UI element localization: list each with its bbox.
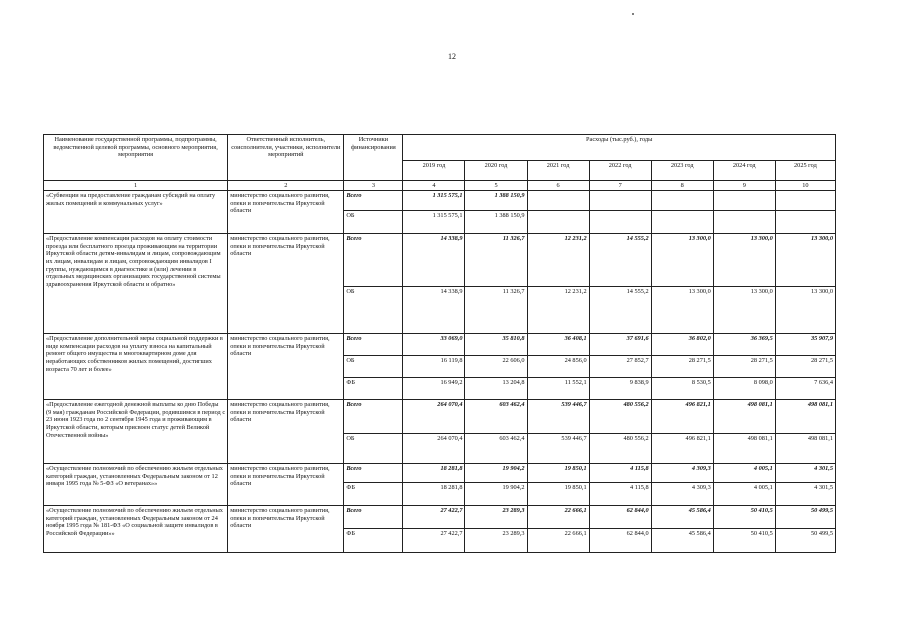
program-executor: министерство социального развития, опеки и попечительства Иркутской области	[228, 191, 344, 234]
expenditure-value: 480 556,2	[589, 434, 651, 464]
funding-source-label: ОБ	[344, 434, 403, 464]
expenditure-value: 4 115,8	[589, 464, 651, 483]
header-year: 2019 год	[403, 161, 465, 181]
header-funding-source: Источники финансирования	[344, 135, 403, 181]
expenditure-value	[589, 211, 651, 234]
expenditure-value: 14 555,2	[589, 287, 651, 334]
expenditure-value	[713, 211, 775, 234]
expenditure-value: 13 300,0	[651, 287, 713, 334]
program-executor: министерство социального развития, опеки и попечительства Иркутской области	[228, 400, 344, 464]
expenditure-value: 4 309,3	[651, 483, 713, 506]
expenditure-value: 498 081,1	[713, 434, 775, 464]
header-program-name: Наименование государственной программы, подпрограммы, ведомственной целевой программы, основного мероприятия, мероприятия	[44, 135, 228, 181]
expenditure-value	[651, 191, 713, 211]
expenditure-value: 27 422,7	[403, 506, 465, 529]
expenditure-value: 16 119,8	[403, 356, 465, 378]
column-number: 6	[527, 181, 589, 191]
expenditure-value: 603 462,4	[465, 400, 527, 434]
expenditure-value: 496 821,1	[651, 434, 713, 464]
funding-source-label: Всего	[344, 464, 403, 483]
header-year: 2020 год	[465, 161, 527, 181]
funding-source-label: Всего	[344, 506, 403, 529]
expenditure-value: 28 271,5	[651, 356, 713, 378]
expenditure-value: 1 388 150,9	[465, 191, 527, 211]
expenditure-value: 13 300,0	[651, 234, 713, 287]
expenditure-value: 1 315 575,1	[403, 191, 465, 211]
expenditure-value: 11 326,7	[465, 287, 527, 334]
expenditure-value: 35 810,8	[465, 334, 527, 356]
expenditure-value: 19 904,2	[465, 483, 527, 506]
expenditure-value: 13 300,0	[713, 287, 775, 334]
funding-source-label: ОБ	[344, 287, 403, 334]
funding-source-label: ОБ	[344, 211, 403, 234]
funding-source-label: ФБ	[344, 529, 403, 553]
expenditure-value: 8 098,0	[713, 378, 775, 400]
funding-source-label: Всего	[344, 400, 403, 434]
expenditure-value	[775, 191, 835, 211]
expenditure-value: 13 204,8	[465, 378, 527, 400]
expenditure-value: 4 309,3	[651, 464, 713, 483]
program-executor: министерство социального развития, опеки и попечительства Иркутской области	[228, 234, 344, 334]
program-executor: министерство социального развития, опеки и попечительства Иркутской области	[228, 334, 344, 400]
expenditure-value: 27 422,7	[403, 529, 465, 553]
scan-speck	[632, 13, 634, 15]
column-number: 3	[344, 181, 403, 191]
header-expenditures: Расходы (тыс.руб.), годы	[403, 135, 836, 161]
expenditure-value: 480 556,2	[589, 400, 651, 434]
program-name: «Предоставление дополнительной меры социальной поддержки в виде компенсации расходов на уплату взноса на капитальный ремонт общего имущества в многоквартирном доме для неработающих собственников жилых помещений, достигших возраста 70 лет и более»	[44, 334, 228, 400]
expenditure-value: 11 326,7	[465, 234, 527, 287]
funding-source-label: ФБ	[344, 483, 403, 506]
expenditure-value: 24 856,0	[527, 356, 589, 378]
expenditure-value: 539 446,7	[527, 434, 589, 464]
expenditure-value: 603 462,4	[465, 434, 527, 464]
expenditure-value: 12 231,2	[527, 234, 589, 287]
expenditure-value: 4 301,5	[775, 464, 835, 483]
expenditure-value: 12 231,2	[527, 287, 589, 334]
expenditure-value: 18 281,8	[403, 464, 465, 483]
expenditure-value: 13 300,0	[775, 287, 835, 334]
column-number: 7	[589, 181, 651, 191]
header-year: 2024 год	[713, 161, 775, 181]
expenditure-value: 498 081,1	[775, 400, 835, 434]
expenditure-value: 50 499,5	[775, 506, 835, 529]
table-body	[44, 191, 836, 553]
expenditure-value: 13 300,0	[775, 234, 835, 287]
expenditure-value: 28 271,5	[713, 356, 775, 378]
program-row	[44, 400, 836, 434]
expenditure-value: 36 369,5	[713, 334, 775, 356]
expenditure-value: 36 802,0	[651, 334, 713, 356]
funding-source-label: ОБ	[344, 356, 403, 378]
expenditure-value	[527, 211, 589, 234]
expenditure-value: 18 281,8	[403, 483, 465, 506]
program-row	[44, 464, 836, 483]
program-row	[44, 234, 836, 287]
program-row	[44, 506, 836, 529]
funding-source-label: Всего	[344, 334, 403, 356]
expenditure-value: 45 586,4	[651, 506, 713, 529]
expenditure-value	[775, 211, 835, 234]
expenditure-value: 28 271,5	[775, 356, 835, 378]
expenditure-value: 22 666,1	[527, 529, 589, 553]
expenditure-value: 9 838,9	[589, 378, 651, 400]
expenditure-value: 50 410,5	[713, 506, 775, 529]
expenditure-value: 35 907,9	[775, 334, 835, 356]
expenditure-value: 8 530,5	[651, 378, 713, 400]
funding-source-label: Всего	[344, 234, 403, 287]
program-name: «Предоставление компенсации расходов на оплату стоимости проезда или бесплатного проезда проживающим на территории Иркутской области детям-инвалидам и лицам, сопровождающим их лицам, инвалидам и лицам, сопровождающим инвалидов I группы, нуждающимся в диагностике и (или) лечении в отдельных медицинских организациях государственной системы здравоохранения Иркутской области и обратно»	[44, 234, 228, 334]
program-name: «Осуществление полномочий по обеспечению жильем отдельных категорий граждан, установленных Федеральным законом от 12 января 1995 года № 5-ФЗ «О ветеранах»»	[44, 464, 228, 506]
expenditure-value: 4 115,8	[589, 483, 651, 506]
expenditure-value	[713, 191, 775, 211]
expenditure-value: 498 081,1	[713, 400, 775, 434]
expenditure-value	[589, 191, 651, 211]
expenditure-value: 23 289,3	[465, 506, 527, 529]
expenditure-value: 37 691,6	[589, 334, 651, 356]
expenditure-value: 27 852,7	[589, 356, 651, 378]
expenditure-value: 498 081,1	[775, 434, 835, 464]
expenditure-value: 11 552,1	[527, 378, 589, 400]
expenditure-value: 264 070,4	[403, 400, 465, 434]
expenditure-value: 264 070,4	[403, 434, 465, 464]
expenditure-value: 4 005,1	[713, 483, 775, 506]
expenditure-value: 16 949,2	[403, 378, 465, 400]
expenditure-value: 14 338,9	[403, 234, 465, 287]
expenditure-value: 14 555,2	[589, 234, 651, 287]
expenditure-value: 33 069,0	[403, 334, 465, 356]
expenditure-value: 4 005,1	[713, 464, 775, 483]
header-year: 2021 год	[527, 161, 589, 181]
header-year: 2022 год	[589, 161, 651, 181]
column-number: 9	[713, 181, 775, 191]
expenditure-value	[651, 211, 713, 234]
expenditure-value: 23 289,3	[465, 529, 527, 553]
expenditure-value: 22 666,1	[527, 506, 589, 529]
expenditure-value: 62 844,0	[589, 506, 651, 529]
program-row	[44, 191, 836, 211]
expenditure-value: 45 586,4	[651, 529, 713, 553]
expenditure-value: 62 844,0	[589, 529, 651, 553]
funding-source-label: ФБ	[344, 378, 403, 400]
program-executor: министерство социального развития, опеки и попечительства Иркутской области	[228, 506, 344, 553]
expenditure-value: 1 388 150,9	[465, 211, 527, 234]
expenditure-value: 4 301,5	[775, 483, 835, 506]
program-executor: министерство социального развития, опеки и попечительства Иркутской области	[228, 464, 344, 506]
program-name: «Субвенции на предоставление гражданам субсидий на оплату жилых помещений и коммунальных услуг»	[44, 191, 228, 234]
program-name: «Осуществление полномочий по обеспечению жильем отдельных категорий граждан, установленных Федеральным законом от 24 ноября 1995 года № 181-ФЗ «О социальной защите инвалидов в Российской Федерации»»	[44, 506, 228, 553]
column-number: 2	[228, 181, 344, 191]
expenditure-value: 496 821,1	[651, 400, 713, 434]
header-executor: Ответственный исполнитель, соисполнители, участники, исполнители мероприятий	[228, 135, 344, 181]
expenditure-value: 1 315 575,1	[403, 211, 465, 234]
program-name: «Предоставление ежегодной денежной выплаты ко дню Победы (9 мая) гражданам Российской Федерации, родившимся в период с 23 июня 1923 года по 2 сентября 1945 года и проживающим в Иркутской области, которым присвоен статус детей Великой Отечественной войны»	[44, 400, 228, 464]
page-number: 12	[448, 52, 456, 61]
expenditure-value: 14 338,9	[403, 287, 465, 334]
expenditure-value: 36 408,1	[527, 334, 589, 356]
column-number: 4	[403, 181, 465, 191]
expenditure-table	[43, 134, 836, 553]
column-number: 8	[651, 181, 713, 191]
expenditure-value	[527, 191, 589, 211]
expenditure-value: 19 850,1	[527, 483, 589, 506]
expenditure-value: 19 904,2	[465, 464, 527, 483]
header-year: 2023 год	[651, 161, 713, 181]
expenditure-value: 50 499,5	[775, 529, 835, 553]
funding-source-label: Всего	[344, 191, 403, 211]
expenditure-value: 22 606,0	[465, 356, 527, 378]
expenditure-value: 13 300,0	[713, 234, 775, 287]
expenditure-value: 19 850,1	[527, 464, 589, 483]
expenditure-value: 7 636,4	[775, 378, 835, 400]
expenditure-value: 50 410,5	[713, 529, 775, 553]
header-year: 2025 год	[775, 161, 835, 181]
column-number: 10	[775, 181, 835, 191]
column-number: 5	[465, 181, 527, 191]
program-row	[44, 334, 836, 356]
expenditure-value: 539 446,7	[527, 400, 589, 434]
column-number: 1	[44, 181, 228, 191]
